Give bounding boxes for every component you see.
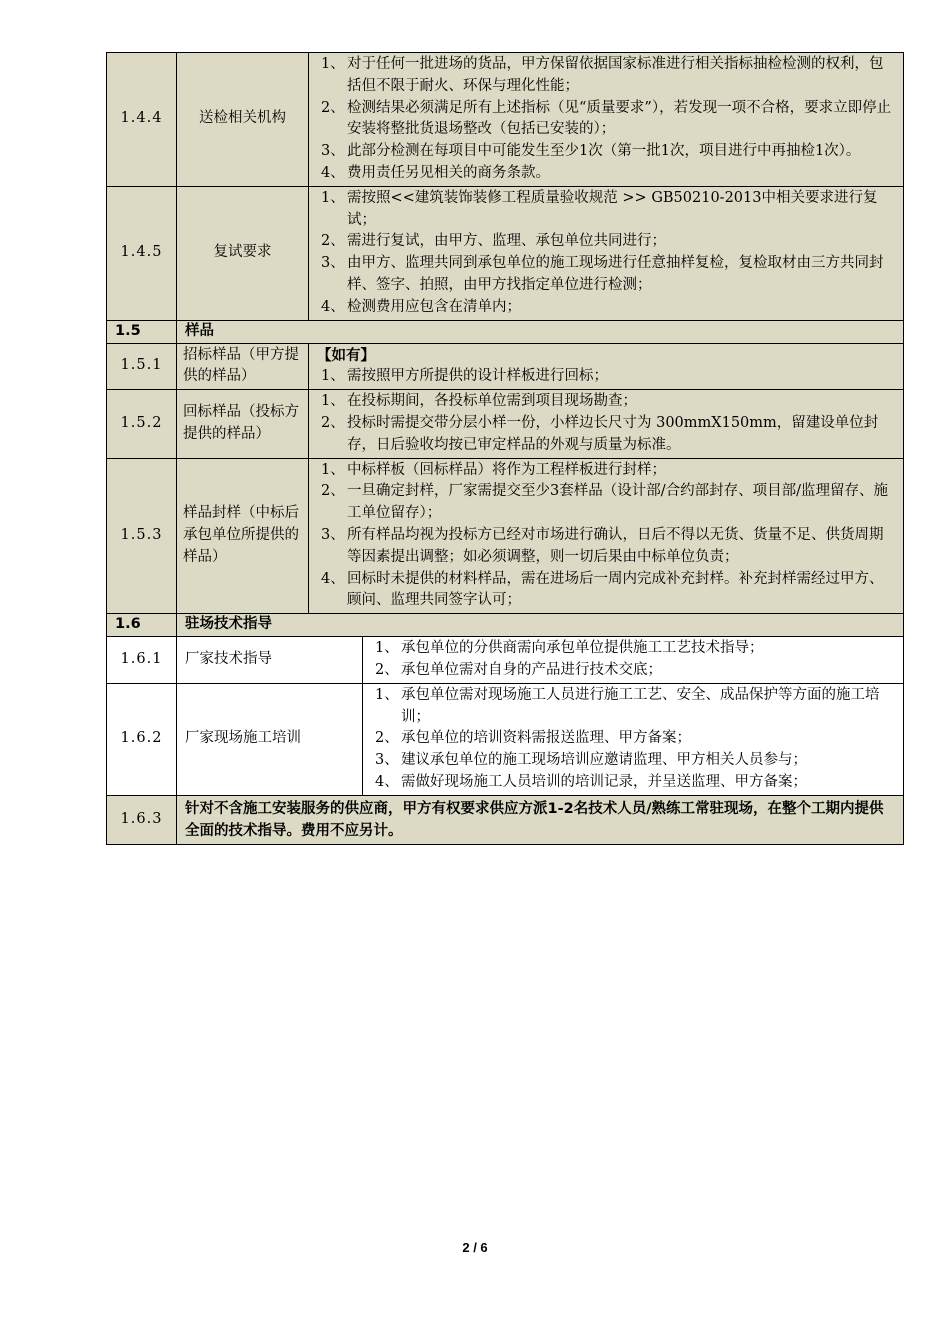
- row-label: 回标样品（投标方提供的样品）: [177, 390, 309, 458]
- row-content: [309, 53, 904, 187]
- row-1-6-1: [107, 637, 904, 684]
- row-number: 1.5.2: [107, 390, 177, 458]
- row-content: [363, 683, 904, 795]
- row-1-5-1: [107, 343, 904, 390]
- list-item: 3、 所有样品均视为投标方已经对市场进行确认，日后不得以无货、货量不足、供货周期等因素提出调整；如必须调整，则一切后果由中标单位负责；: [321, 526, 884, 565]
- row-content: [309, 343, 904, 390]
- list-item: 4、 费用责任另见相关的商务条款。: [321, 164, 550, 181]
- page-number: [0, 1240, 950, 1255]
- list-item: 1、 对于任何一批进场的货品，甲方保留依据国家标准进行相关指标抽检检测的权利，包括但不限于耐火、环保与理化性能；: [321, 56, 884, 94]
- section-number: 1.6: [107, 614, 177, 637]
- row-label: 样品封样（中标后承包单位所提供的样品）: [177, 458, 309, 614]
- section-number: 1.5: [107, 320, 177, 343]
- list-item: 2、 承包单位需对自身的产品进行技术交底；: [375, 661, 662, 678]
- list-item: 3、 由甲方、监理共同到承包单位的施工现场进行任意抽样复检，复检取材由三方共同封样、签字、拍照，由甲方找指定单位进行检测；: [321, 255, 884, 293]
- row-label: 复试要求: [177, 186, 309, 320]
- row-content: [309, 390, 904, 458]
- section-1-5: [107, 320, 904, 343]
- row-number: 1.4.5: [107, 186, 177, 320]
- list-item: 1、 中标样板（回标样品）将作为工程样板进行封样；: [321, 461, 666, 478]
- current-page: 2: [462, 1240, 470, 1255]
- list-item: 3、 此部分检测在每项目中可能发生至少1次（第一批1次，项目进行中再抽检1次）。: [321, 143, 861, 160]
- row-number: 1.5.3: [107, 458, 177, 614]
- row-content: 针对不含施工安装服务的供应商，甲方有权要求供应方派1-2名技术人员/熟练工常驻现场，在整个工期内提供全面的技术指导。费用不应另计。: [177, 795, 904, 844]
- list-item: 2、 承包单位的培训资料需报送监理、甲方备案；: [375, 730, 691, 747]
- row-label: 招标样品（甲方提供的样品）: [177, 343, 309, 390]
- list-item: 3、 建议承包单位的施工现场培训应邀请监理、甲方相关人员参与；: [375, 752, 807, 769]
- row-1-5-3: [107, 458, 904, 614]
- row-number: 1.6.3: [107, 795, 177, 844]
- list-item: 2、 投标时需提交带分层小样一份，小样边长尺寸为 300mmX150mm，留建设单位封存，日后验收均按已审定样品的外观与质量为标准。: [321, 414, 879, 453]
- section-1-6: [107, 614, 904, 637]
- row-content: [309, 458, 904, 614]
- row-1-6-3: [107, 795, 904, 844]
- list-item: 4、 检测费用应包含在清单内；: [321, 298, 521, 315]
- list-item: 4、 回标时未提供的材料样品，需在进场后一周内完成补充封样。补充封样需经过甲方、顾问、监理共同签字认可；: [321, 570, 884, 609]
- row-number: 1.6.1: [107, 637, 177, 684]
- list-item: 1、 需按照<<建筑装饰装修工程质量验收规范 >> GB50210-2013中相关要求进行复试；: [321, 189, 878, 228]
- row-1-6-2: [107, 683, 904, 795]
- list-item: 1、 承包单位需对现场施工人员进行施工工艺、安全、成品保护等方面的施工培训；: [375, 686, 880, 725]
- row-number: 1.6.2: [107, 683, 177, 795]
- section-title: 驻场技术指导: [177, 614, 904, 637]
- row-content: [363, 637, 904, 684]
- page-separator: /: [469, 1240, 481, 1255]
- list-item: 2、 检测结果必须满足所有上述指标（见“质量要求”），若发现一项不合格，要求立即停止安装将整批货退场整改（包括已安装的）；: [321, 99, 892, 138]
- list-item: 2、 需进行复试，由甲方、监理、承包单位共同进行；: [321, 233, 666, 250]
- list-item: 1、 在投标期间，各投标单位需到项目现场勘查；: [321, 393, 637, 410]
- list-item: 1、 需按照甲方所提供的设计样板进行回标；: [321, 368, 608, 385]
- total-pages: 6: [480, 1240, 488, 1255]
- requirements-table: [106, 52, 904, 845]
- section-title: 样品: [177, 320, 904, 343]
- row-1-4-4: [107, 53, 904, 187]
- row-label: 厂家技术指导: [177, 637, 363, 684]
- row-label: 厂家现场施工培训: [177, 683, 363, 795]
- row-number: 1.4.4: [107, 53, 177, 187]
- note-heading: 【如有】: [317, 346, 375, 364]
- row-content: [309, 186, 904, 320]
- row-number: 1.5.1: [107, 343, 177, 390]
- row-1-5-2: [107, 390, 904, 458]
- list-item: 4、 需做好现场施工人员培训的培训记录，并呈送监理、甲方备案；: [375, 773, 807, 790]
- list-item: 2、 一旦确定封样，厂家需提交至少3套样品（设计部/合约部封存、项目部/监理留存、施工单位留存）；: [321, 483, 888, 522]
- row-label: 送检相关机构: [177, 53, 309, 187]
- row-1-4-5: [107, 186, 904, 320]
- list-item: 1、 承包单位的分供商需向承包单位提供施工工艺技术指导；: [375, 640, 764, 657]
